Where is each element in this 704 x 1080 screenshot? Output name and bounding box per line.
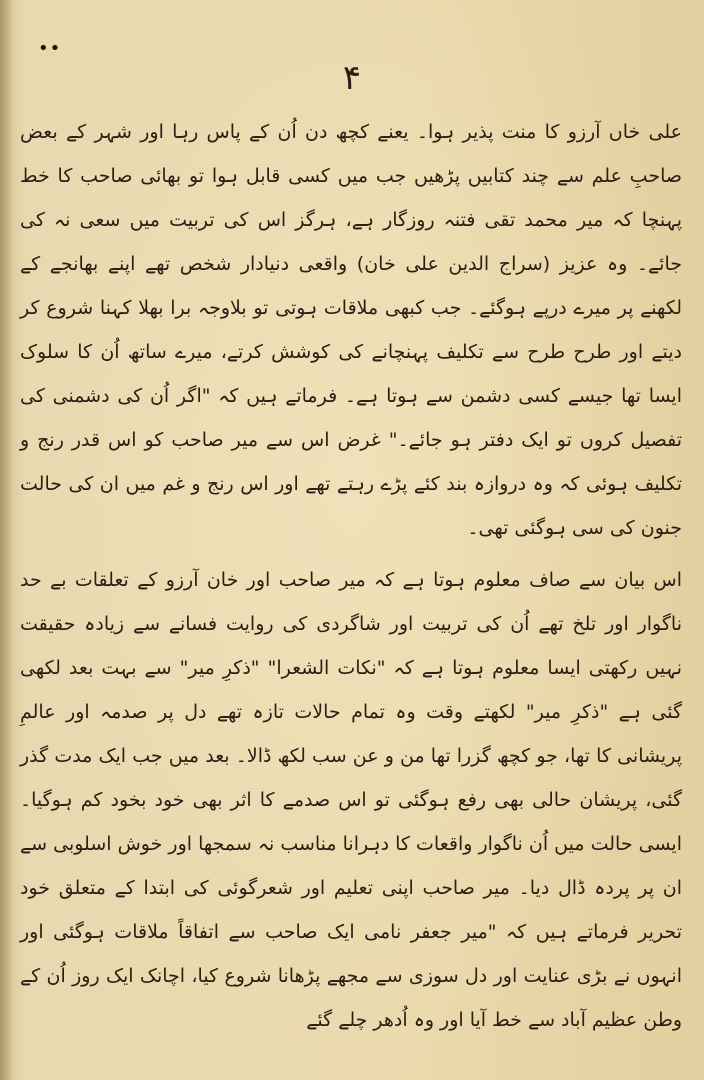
page-body	[20, 110, 682, 1042]
paragraph-1: علی خاں آرزو کا منت پذیر ہوا۔ یعنے کچھ دن اُن کے پاس رہا اور شہر کے بعض صاحبِ علم سے چند کتابیں پڑھیں جب میں کسی قابل ہوا تو بھائی صاحب کا خط پہنچا کہ میر محمد تقی فتنہ روزگار ہے، ہرگز اس کی تربیت میں سعی نہ کی جائے۔ وہ عزیز (سراج الدین علی خان) واقعی دنیادار شخص تھے اپنے بھانجے کے لکھنے پر میرے درپے ہوگئے۔ جب کبھی ملاقات ہوتی تو بلاوجہ برا بھلا کہنا شروع کر دیتے اور طرح طرح سے تکلیف پہنچانے کی کوشش کرتے، میرے ساتھ اُن کا سلوک ایسا تھا جیسے کسی دشمن سے ہوتا ہے۔ فرماتے ہیں کہ "اگر اُن کی دشمنی کی تفصیل کروں تو ایک دفتر ہو جائے۔" غرض اس سے میر صاحب کو اس قدر رنج و تکلیف ہوئی کہ وہ دروازہ بند کئے پڑے رہتے تھے اور اس رنج و غم میں ان کی حالت جنون کی سی ہوگئی تھی۔	[20, 121, 682, 539]
page-number: ۴	[342, 58, 362, 98]
binding-edge-shadow	[0, 0, 14, 1080]
page-marker: ••	[38, 38, 62, 59]
paragraph-2: اس بیان سے صاف معلوم ہوتا ہے کہ میر صاحب اور خان آرزو کے تعلقات بے حد ناگوار اور تلخ تھے اُن کی تربیت اور شاگردی کی روایت فسانے سے زیادہ حقیقت نہیں رکھتی ایسا معلوم ہوتا ہے کہ "نکات الشعرا" "ذکرِ میر" سے بہت بعد لکھی گئی ہے "ذکرِ میر" لکھتے وقت وہ تمام حالات تازہ تھے دل پر صدمہ اور عالمِ پریشانی کا تھا، جو کچھ گزرا تھا من و عن سب لکھ ڈالا۔ بعد میں جب ایک مدت گذر گئی، پریشان حالی بھی رفع ہوگئی تو اس صدمے کا اثر بھی خود بخود کم ہوگیا۔ ایسی حالت میں اُن ناگوار واقعات کا دہرانا مناسب نہ سمجھا اور خوش اسلوبی سے ان پر پردہ ڈال دیا۔ میر صاحب اپنی تعلیم اور شعرگوئی کی ابتدا کے متعلق خود تحریر فرماتے ہیں کہ "میر جعفر نامی ایک صاحب سے اتفاقاً ملاقات ہوگئی اور انہوں نے بڑی عنایت اور دل سوزی سے مجھے پڑھانا شروع کیا، اچانک ایک روز اُن کے وطن عظیم آباد سے خط آیا اور وہ اُدھر چلے گئے	[20, 569, 682, 1031]
